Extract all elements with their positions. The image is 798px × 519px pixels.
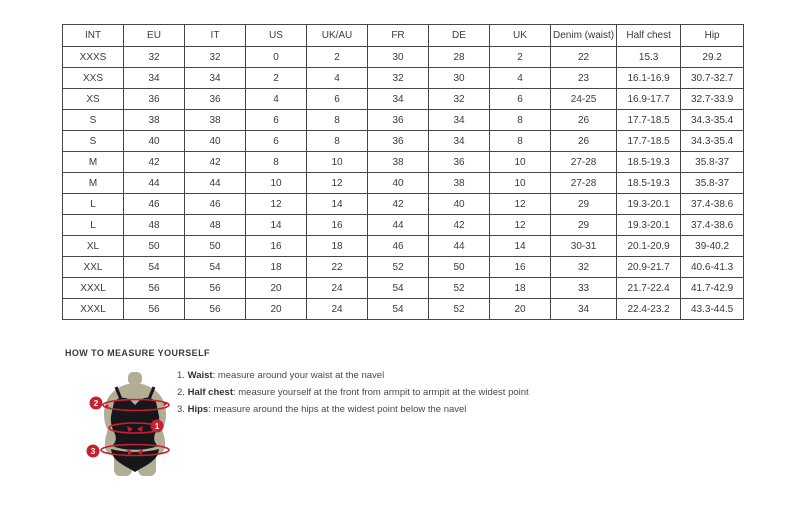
- size-cell: 42: [368, 194, 429, 215]
- size-cell: 34: [124, 68, 185, 89]
- size-cell: 42: [429, 215, 490, 236]
- size-cell: 32: [124, 47, 185, 68]
- size-cell: 34: [429, 110, 490, 131]
- step-number: 3.: [177, 404, 185, 415]
- size-cell: 36: [368, 110, 429, 131]
- size-cell: S: [63, 131, 124, 152]
- mannequin-measure-illustration: [85, 372, 185, 478]
- size-cell: 41.7-42.9: [681, 278, 744, 299]
- size-chart-table: [62, 24, 744, 320]
- size-cell: 30: [368, 47, 429, 68]
- size-cell: 4: [490, 68, 551, 89]
- size-cell: 35.8-37: [681, 173, 744, 194]
- size-cell: 2: [246, 68, 307, 89]
- size-cell: 18: [490, 278, 551, 299]
- size-cell: 23: [551, 68, 617, 89]
- size-cell: 44: [124, 173, 185, 194]
- size-cell: XXXL: [63, 278, 124, 299]
- size-cell: 20.1-20.9: [617, 236, 681, 257]
- size-row: [63, 47, 744, 68]
- size-cell: 52: [368, 257, 429, 278]
- size-cell: 29: [551, 215, 617, 236]
- measure-guide-title: HOW TO MEASURE YOURSELF: [65, 348, 210, 358]
- size-cell: 32: [368, 68, 429, 89]
- size-cell: 36: [124, 89, 185, 110]
- size-cell: 46: [185, 194, 246, 215]
- size-cell: 48: [124, 215, 185, 236]
- size-cell: 46: [124, 194, 185, 215]
- size-cell: 56: [124, 299, 185, 320]
- size-cell: M: [63, 152, 124, 173]
- size-cell: 17.7-18.5: [617, 110, 681, 131]
- size-row: [63, 131, 744, 152]
- size-cell: XS: [63, 89, 124, 110]
- size-cell: 50: [429, 257, 490, 278]
- size-cell: 24: [307, 299, 368, 320]
- measure-step-hips: [177, 405, 529, 415]
- size-cell: 27-28: [551, 152, 617, 173]
- column-header: FR: [368, 25, 429, 47]
- size-cell: 32: [551, 257, 617, 278]
- size-cell: 8: [307, 131, 368, 152]
- size-cell: 48: [185, 215, 246, 236]
- size-cell: 54: [368, 299, 429, 320]
- column-header: UK: [490, 25, 551, 47]
- size-cell: 46: [368, 236, 429, 257]
- column-header: Half chest: [617, 25, 681, 47]
- size-cell: 35.8-37: [681, 152, 744, 173]
- size-cell: 33: [551, 278, 617, 299]
- waist-badge-number: 1: [154, 422, 160, 431]
- column-header: DE: [429, 25, 490, 47]
- size-cell: 4: [246, 89, 307, 110]
- size-cell: 40: [368, 173, 429, 194]
- size-cell: 52: [429, 299, 490, 320]
- size-cell: 29.2: [681, 47, 744, 68]
- measure-steps: [177, 371, 529, 415]
- size-cell: 36: [429, 152, 490, 173]
- size-cell: 8: [490, 131, 551, 152]
- size-cell: XXXS: [63, 47, 124, 68]
- size-cell: XXL: [63, 257, 124, 278]
- step-number: 2.: [177, 387, 185, 398]
- size-cell: 18: [246, 257, 307, 278]
- size-cell: 40.6-41.3: [681, 257, 744, 278]
- size-cell: 24-25: [551, 89, 617, 110]
- size-chart-body: [63, 47, 744, 320]
- chest-badge-number: 2: [93, 399, 99, 408]
- size-cell: 32: [185, 47, 246, 68]
- size-cell: 18.5-19.3: [617, 173, 681, 194]
- size-cell: L: [63, 194, 124, 215]
- size-row: [63, 110, 744, 131]
- size-cell: 20: [246, 278, 307, 299]
- size-row: [63, 257, 744, 278]
- size-cell: 38: [368, 152, 429, 173]
- size-cell: 38: [185, 110, 246, 131]
- size-cell: 39-40.2: [681, 236, 744, 257]
- column-header: INT: [63, 25, 124, 47]
- column-header: IT: [185, 25, 246, 47]
- size-cell: 50: [124, 236, 185, 257]
- size-row: [63, 173, 744, 194]
- size-cell: 56: [185, 278, 246, 299]
- size-cell: 56: [185, 299, 246, 320]
- size-cell: 8: [490, 110, 551, 131]
- size-cell: 19.3-20.1: [617, 215, 681, 236]
- size-cell: 28: [429, 47, 490, 68]
- size-cell: 32: [429, 89, 490, 110]
- size-cell: 22: [307, 257, 368, 278]
- size-cell: 12: [307, 173, 368, 194]
- size-cell: 54: [185, 257, 246, 278]
- size-cell: 32.7-33.9: [681, 89, 744, 110]
- size-row: [63, 236, 744, 257]
- size-cell: 20: [246, 299, 307, 320]
- size-cell: 50: [185, 236, 246, 257]
- size-cell: 44: [429, 236, 490, 257]
- size-cell: 2: [307, 47, 368, 68]
- size-cell: 37.4-38.6: [681, 215, 744, 236]
- step-label: Hips: [187, 404, 209, 415]
- size-row: [63, 194, 744, 215]
- step-text: : measure around the hips at the widest point below the navel: [208, 404, 467, 415]
- column-header: Denim (waist): [551, 25, 617, 47]
- size-cell: 0: [246, 47, 307, 68]
- hips-badge-number: 3: [90, 447, 96, 456]
- size-cell: 40: [185, 131, 246, 152]
- size-cell: 36: [368, 131, 429, 152]
- size-cell: 14: [490, 236, 551, 257]
- size-row: [63, 68, 744, 89]
- column-header: EU: [124, 25, 185, 47]
- size-cell: 16: [490, 257, 551, 278]
- size-cell: 43.3-44.5: [681, 299, 744, 320]
- column-header: UK/AU: [307, 25, 368, 47]
- step-text: : measure yourself at the front from armpit to armpit at the widest point: [232, 387, 529, 398]
- size-cell: 12: [490, 215, 551, 236]
- size-cell: 2: [490, 47, 551, 68]
- size-cell: 38: [429, 173, 490, 194]
- size-cell: 6: [307, 89, 368, 110]
- size-cell: 40: [429, 194, 490, 215]
- size-cell: 12: [490, 194, 551, 215]
- size-cell: 27-28: [551, 173, 617, 194]
- step-label: Waist: [187, 370, 213, 381]
- size-cell: 34: [429, 131, 490, 152]
- size-cell: L: [63, 215, 124, 236]
- size-cell: 20: [490, 299, 551, 320]
- size-cell: S: [63, 110, 124, 131]
- size-cell: 34: [551, 299, 617, 320]
- size-cell: 22: [551, 47, 617, 68]
- size-cell: 52: [429, 278, 490, 299]
- size-cell: 12: [246, 194, 307, 215]
- size-cell: 30.7-32.7: [681, 68, 744, 89]
- size-cell: 18.5-19.3: [617, 152, 681, 173]
- size-cell: XL: [63, 236, 124, 257]
- size-cell: 10: [490, 152, 551, 173]
- step-label: Half chest: [187, 387, 233, 398]
- column-header: US: [246, 25, 307, 47]
- size-cell: 44: [368, 215, 429, 236]
- size-cell: 42: [185, 152, 246, 173]
- size-cell: 6: [246, 131, 307, 152]
- size-cell: 22.4-23.2: [617, 299, 681, 320]
- size-cell: 14: [307, 194, 368, 215]
- size-cell: 34: [368, 89, 429, 110]
- size-cell: 8: [307, 110, 368, 131]
- measure-step-waist: [177, 371, 529, 381]
- size-row: [63, 299, 744, 320]
- step-number: 1.: [177, 370, 185, 381]
- header-row: [63, 25, 744, 47]
- size-cell: 29: [551, 194, 617, 215]
- size-cell: 26: [551, 110, 617, 131]
- measure-step-half-chest: [177, 388, 529, 398]
- size-cell: 34: [185, 68, 246, 89]
- size-cell: 16.1-16.9: [617, 68, 681, 89]
- size-cell: 56: [124, 278, 185, 299]
- size-row: [63, 152, 744, 173]
- size-cell: 42: [124, 152, 185, 173]
- size-cell: 8: [246, 152, 307, 173]
- size-cell: 16: [307, 215, 368, 236]
- size-cell: 30: [429, 68, 490, 89]
- size-cell: 17.7-18.5: [617, 131, 681, 152]
- size-cell: 4: [307, 68, 368, 89]
- size-cell: 6: [246, 110, 307, 131]
- size-cell: 10: [307, 152, 368, 173]
- size-cell: 30-31: [551, 236, 617, 257]
- size-row: [63, 278, 744, 299]
- size-chart-header: [63, 25, 744, 47]
- size-cell: 14: [246, 215, 307, 236]
- size-cell: 54: [368, 278, 429, 299]
- size-cell: 44: [185, 173, 246, 194]
- size-cell: 21.7-22.4: [617, 278, 681, 299]
- size-cell: 24: [307, 278, 368, 299]
- size-cell: 6: [490, 89, 551, 110]
- step-text: : measure around your waist at the navel: [212, 370, 385, 381]
- size-row: [63, 89, 744, 110]
- size-cell: 34.3-35.4: [681, 131, 744, 152]
- size-cell: 20.9-21.7: [617, 257, 681, 278]
- size-cell: 18: [307, 236, 368, 257]
- size-cell: 26: [551, 131, 617, 152]
- size-cell: 40: [124, 131, 185, 152]
- size-cell: 34.3-35.4: [681, 110, 744, 131]
- size-cell: 15.3: [617, 47, 681, 68]
- column-header: Hip: [681, 25, 744, 47]
- size-cell: 16.9-17.7: [617, 89, 681, 110]
- size-cell: 36: [185, 89, 246, 110]
- size-cell: 54: [124, 257, 185, 278]
- size-cell: 19.3-20.1: [617, 194, 681, 215]
- size-cell: XXXL: [63, 299, 124, 320]
- size-cell: 10: [246, 173, 307, 194]
- size-cell: 37.4-38.6: [681, 194, 744, 215]
- size-cell: 38: [124, 110, 185, 131]
- size-cell: 10: [490, 173, 551, 194]
- size-cell: 16: [246, 236, 307, 257]
- size-cell: XXS: [63, 68, 124, 89]
- size-cell: M: [63, 173, 124, 194]
- size-row: [63, 215, 744, 236]
